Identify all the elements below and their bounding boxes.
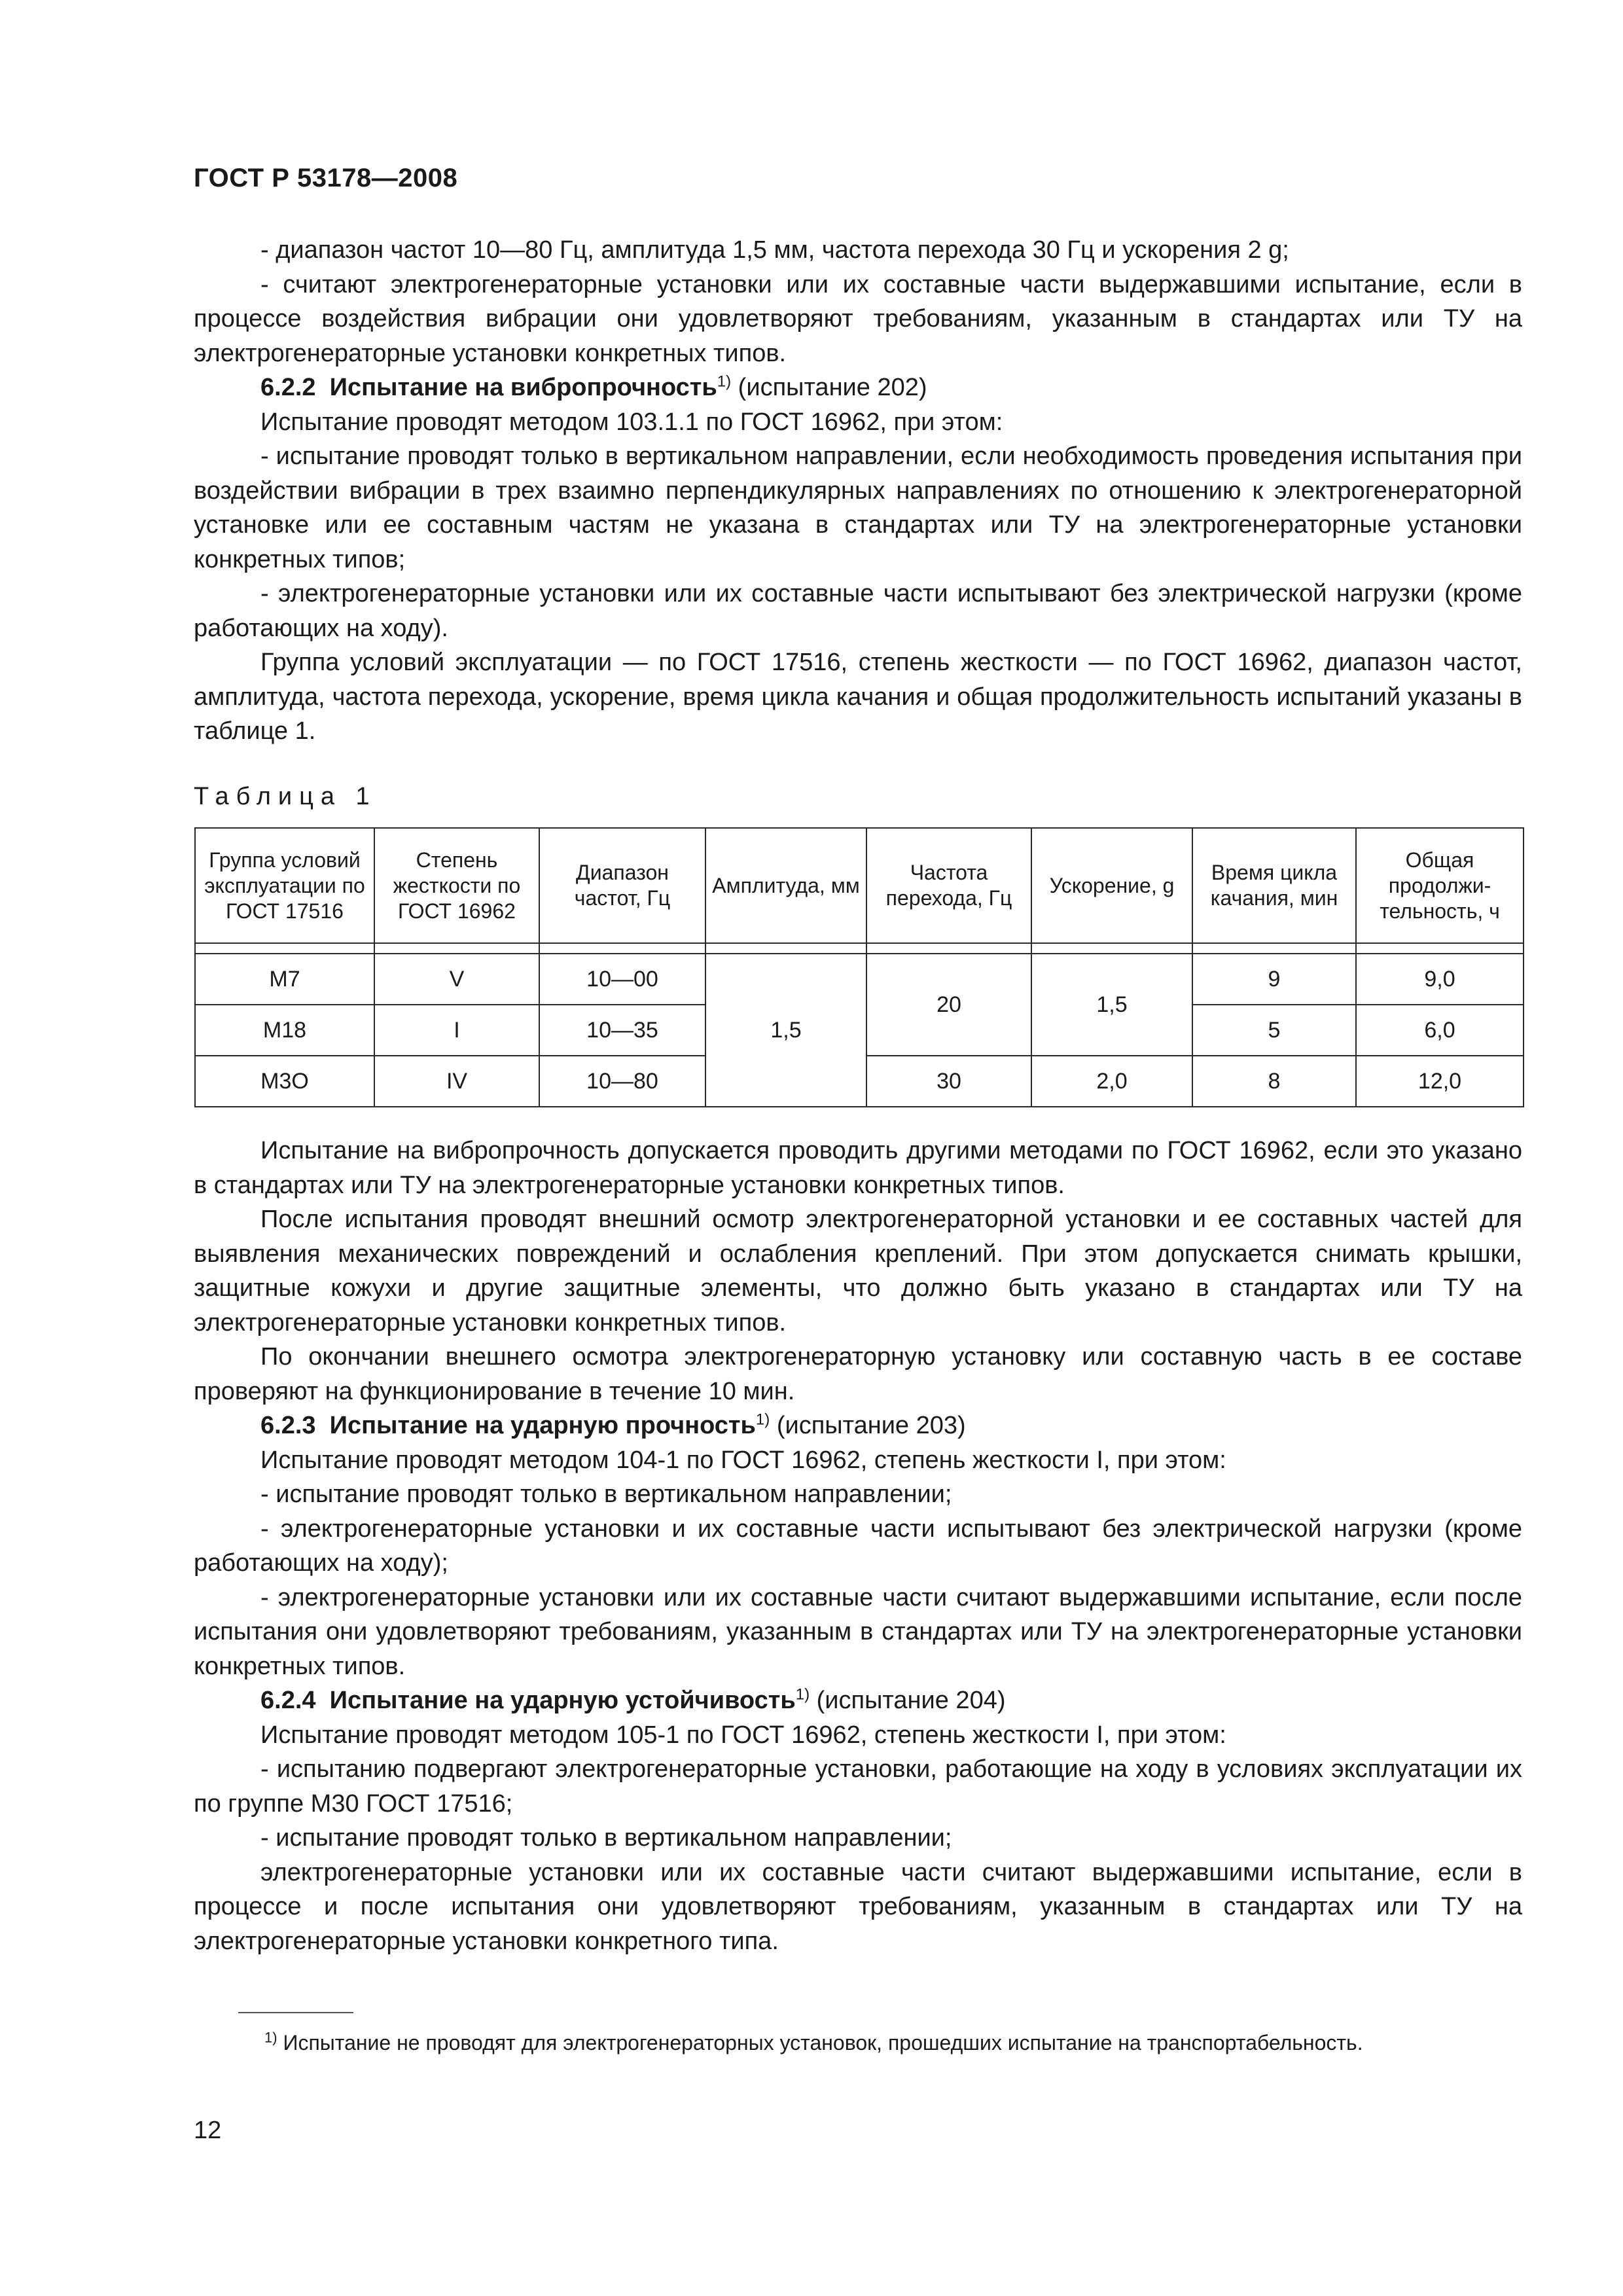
paragraph: - считают электрогенераторные установки или их составные части выдержавшими испытание, если в процессе воздействия вибрации они удовлетворяют требованиям, указанным в стандартах или ТУ на электрогенераторные установки конкретных типов. xyxy=(194,270,1522,367)
paragraph: - испытание проводят только в вертикальном направлении, если необходимость проведения испытания при воздействии вибрации в трех взаимно перпендикулярных направлениях по отношению к электрогенераторной установке или ее составным частям не указана в стандартах или ТУ на электрогенераторные установки конкретных типов; xyxy=(194,442,1522,573)
table-row xyxy=(195,954,1524,1005)
column-header: Время цикла качания, мин xyxy=(1192,828,1356,943)
table-cell: 10—00 xyxy=(539,954,705,1005)
table-cell: М18 xyxy=(195,1005,374,1056)
section-number: 6.2.2 xyxy=(260,374,316,401)
column-header: Общая продолжи-тельность, ч xyxy=(1356,828,1524,943)
table-cell: 8 xyxy=(1192,1056,1356,1107)
section-title: Испытание на вибропрочность xyxy=(329,374,717,401)
table-cell: 10—80 xyxy=(539,1056,705,1107)
table-cell-acceleration: 1,5 xyxy=(1031,954,1192,1056)
section-heading-6-2-4 xyxy=(194,1683,1522,1718)
table-cell: 5 xyxy=(1192,1005,1356,1056)
table-caption: Таблица 1 xyxy=(194,783,377,810)
footnote-ref: 1) xyxy=(795,1685,810,1704)
table-header-row xyxy=(195,828,1524,943)
table-cell: 12,0 xyxy=(1356,1056,1524,1107)
table-cell-transition-freq: 30 xyxy=(866,1056,1031,1107)
table-cell: I xyxy=(374,1005,539,1056)
paragraph: - электрогенераторные установки или их составные части считают выдержавшими испытание, если после испытания они удовлетворяют требованиям, указанным в стандартах или ТУ на электрогенераторные установки конкретных типов. xyxy=(194,1583,1522,1680)
table-cell: 6,0 xyxy=(1356,1005,1524,1056)
table-cell: IV xyxy=(374,1056,539,1107)
footnote-text: Испытание не проводят для электрогенераторных установок, прошедших испытание на транспортабельность. xyxy=(277,2031,1363,2054)
section-suffix: (испытание 203) xyxy=(770,1412,966,1439)
table-cell-acceleration: 2,0 xyxy=(1031,1056,1192,1107)
table-cell-transition-freq: 20 xyxy=(866,954,1031,1056)
column-header: Амплитуда, мм xyxy=(705,828,866,943)
footnote xyxy=(194,2026,1522,2059)
section-suffix: (испытание 202) xyxy=(731,374,927,401)
column-header: Частота перехода, Гц xyxy=(866,828,1031,943)
table-cell: V xyxy=(374,954,539,1005)
paragraph: - электрогенераторные установки и их составные части испытывают без электрической нагрузки (кроме работающих на ходу); xyxy=(194,1515,1522,1577)
footnote-ref: 1) xyxy=(717,372,732,391)
table-cell-amplitude: 1,5 xyxy=(705,954,866,1107)
paragraph: Испытание проводят методом 105-1 по ГОСТ 16962, степень жесткости I, при этом: xyxy=(260,1721,1226,1749)
table-1 xyxy=(194,827,1524,1107)
paragraph: - испытанию подвергают электрогенераторные установки, работающие на ходу в условиях эксплуатации их по группе М30 ГОСТ 17516; xyxy=(194,1755,1522,1818)
table-cell: М3О xyxy=(195,1056,374,1107)
section-title: Испытание на ударную прочность xyxy=(329,1412,756,1439)
paragraph: После испытания проводят внешний осмотр электрогенераторной установки и ее составных частей для выявления механических повреждений и ослабления креплений. При этом допускается снимать крышки, защитные кожухи и другие защитные элементы, что должно быть указано в стандартах или ТУ на электрогенераторные установки конкретных типов. xyxy=(194,1206,1522,1336)
column-header: Диапазон частот, Гц xyxy=(539,828,705,943)
section-title: Испытание на ударную устойчивость xyxy=(329,1687,796,1714)
table-cell: 10—35 xyxy=(539,1005,705,1056)
table-cell: М7 xyxy=(195,954,374,1005)
table-cell: 9,0 xyxy=(1356,954,1524,1005)
page-number: 12 xyxy=(194,2117,222,2144)
footnote-mark: 1) xyxy=(264,2029,277,2046)
section-suffix: (испытание 204) xyxy=(810,1687,1006,1714)
paragraph: Испытание на вибропрочность допускается проводить другими методами по ГОСТ 16962, если это указано в стандартах или ТУ на электрогенераторные установки конкретных типов. xyxy=(194,1137,1522,1199)
paragraph: электрогенераторные установки или их составные части считают выдержавшими испытание, если в процессе и после испытания они удовлетворяют требованиям, указанным в стандартах или ТУ на электрогенераторные установки конкретного типа. xyxy=(194,1858,1522,1955)
section-heading-6-2-2 xyxy=(194,370,1522,405)
paragraph: - испытание проводят только в вертикальном направлении; xyxy=(260,1824,952,1852)
paragraph: - электрогенераторные установки или их составные части испытывают без электрической нагрузки (кроме работающих на ходу). xyxy=(194,580,1522,642)
column-header: Группа условий эксплуатации по ГОСТ 17516 xyxy=(195,828,374,943)
table-cell: 9 xyxy=(1192,954,1356,1005)
paragraph: - диапазон частот 10—80 Гц, амплитуда 1,5 мм, частота перехода 30 Гц и ускорения 2 g; xyxy=(260,236,1289,264)
paragraph: Испытание проводят методом 103.1.1 по ГОСТ 16962, при этом: xyxy=(260,408,1003,436)
section-heading-6-2-3 xyxy=(194,1408,1522,1443)
table-spacer-row xyxy=(195,943,1524,954)
column-header: Степень жесткости по ГОСТ 16962 xyxy=(374,828,539,943)
section-number: 6.2.3 xyxy=(260,1412,316,1439)
footnote-divider xyxy=(238,2012,353,2013)
text-block-top xyxy=(194,233,1522,749)
document-code: ГОСТ Р 53178—2008 xyxy=(194,164,458,192)
paragraph: По окончании внешнего осмотра электрогенераторную установку или составную часть в ее составе проверяют на функционирование в течение 10 мин. xyxy=(194,1343,1522,1405)
section-number: 6.2.4 xyxy=(260,1687,316,1714)
column-header: Ускорение, g xyxy=(1031,828,1192,943)
footnote-ref: 1) xyxy=(755,1410,770,1429)
text-block-bottom xyxy=(194,1134,1522,1958)
paragraph: Испытание проводят методом 104-1 по ГОСТ 16962, степень жесткости I, при этом: xyxy=(260,1446,1226,1474)
paragraph: Группа условий эксплуатации — по ГОСТ 17516, степень жесткости — по ГОСТ 16962, диапазон частот, амплитуда, частота перехода, ускорение, время цикла качания и общая продолжительность испытаний указаны в таблице 1. xyxy=(194,649,1522,745)
paragraph: - испытание проводят только в вертикальном направлении; xyxy=(260,1480,952,1508)
